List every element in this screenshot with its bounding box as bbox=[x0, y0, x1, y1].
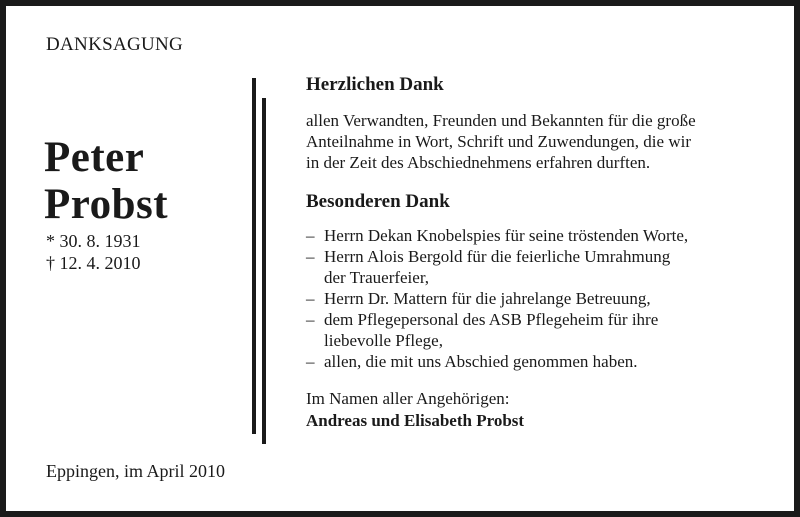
list-item-line: allen, die mit uns Abschied genommen haben. bbox=[324, 352, 638, 371]
section-title-herzlichen-dank: Herzlichen Dank bbox=[306, 74, 444, 95]
thanks-paragraph bbox=[306, 110, 776, 173]
list-item bbox=[306, 351, 776, 372]
list-item bbox=[306, 225, 776, 246]
list-item-line: dem Pflegepersonal des ASB Pflegeheim für ihre bbox=[324, 310, 659, 329]
last-name: Probst bbox=[44, 181, 169, 228]
list-item-line: liebevolle Pflege, bbox=[324, 331, 443, 350]
thanks-list bbox=[306, 225, 776, 372]
divider-rule bbox=[252, 78, 256, 434]
signature-names: Andreas und Elisabeth Probst bbox=[306, 411, 525, 430]
paragraph-line: in der Zeit des Abschiednehmens erfahren durften. bbox=[306, 153, 651, 172]
dash-bullet: – bbox=[306, 226, 315, 245]
list-item bbox=[306, 309, 776, 351]
dash-bullet: – bbox=[306, 310, 315, 329]
first-name: Peter bbox=[44, 134, 145, 181]
paragraph-line: Anteilnahme in Wort, Schrift und Zuwendungen, die wir bbox=[306, 132, 691, 151]
list-item-line: Herrn Dr. Mattern für die jahrelange Betreuung, bbox=[324, 289, 651, 308]
paragraph-line: allen Verwandten, Freunden und Bekannten für die große bbox=[306, 111, 696, 130]
signature-lead: Im Namen aller Angehörigen: bbox=[306, 389, 510, 408]
list-item-line: Herrn Dekan Knobelspies für seine tröstenden Worte, bbox=[324, 226, 689, 245]
dash-bullet: – bbox=[306, 289, 315, 308]
deceased-name bbox=[44, 134, 168, 228]
dash-bullet: – bbox=[306, 352, 315, 371]
divider-rule bbox=[262, 98, 266, 444]
list-item bbox=[306, 288, 776, 309]
dash-bullet: – bbox=[306, 247, 315, 266]
section-title-besonderen-dank: Besonderen Dank bbox=[306, 191, 450, 212]
list-item-line: Herrn Alois Bergold für die feierliche Umrahmung bbox=[324, 247, 671, 266]
thanks-column bbox=[306, 72, 776, 432]
place-date-footer: Eppingen, im April 2010 bbox=[46, 461, 225, 481]
list-item-line: der Trauerfeier, bbox=[324, 268, 430, 287]
life-dates bbox=[46, 230, 141, 274]
death-date: † 12. 4. 2010 bbox=[46, 253, 141, 273]
birth-date: * 30. 8. 1931 bbox=[46, 231, 141, 251]
notice-heading: DANKSAGUNG bbox=[46, 34, 184, 55]
list-item bbox=[306, 246, 776, 288]
